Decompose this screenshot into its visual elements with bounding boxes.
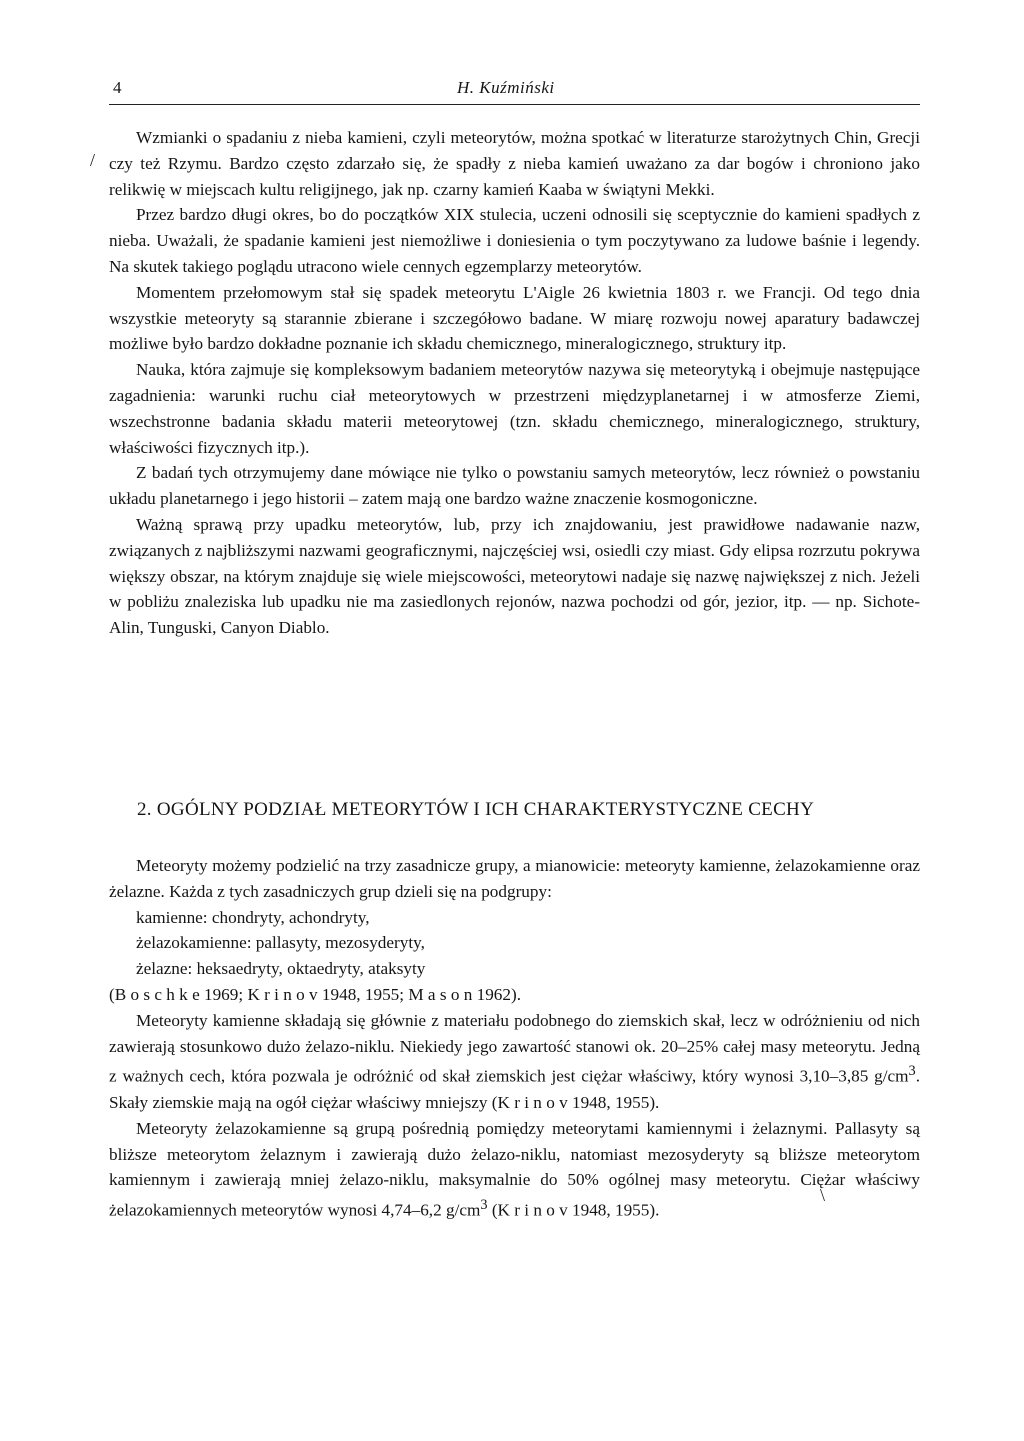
paragraph-stony-iron-end: (K r i n o v 1948, 1955). (487, 1200, 660, 1220)
paragraph-1: Wzmianki o spadaniu z nieba kamieni, czyli meteorytów, można spotkać w literaturze starożytnych Chin, Grecji czy też Rzymu. Bardzo często zdarzało się, że spadły z nieba kamień uważano za dar bogów i chroniono jako relikwię w miejscach kultu religijnego, jak np. czarny kamień Kaaba w świątyni Mekki. (109, 128, 920, 199)
superscript-3: 3 (480, 1197, 488, 1214)
paragraph-6: Ważną sprawą przy upadku meteorytów, lub, przy ich znajdowaniu, jest prawidłowe nadawanie nazw, związanych z najbliższymi nazwami geograficznymi, najczęściej wsi, osiedli czy miast. Gdy elipsa rozrzutu pokrywa większy obszar, na którym znajduje się wiele miejscowości, meteorytowi nadaje się nazwę największej z nich. Jeżeli w pobliżu znaleziska lub upadku nie ma zasiedlonych rejonów, nazwa pochodzi od gór, jezior, itp. — np. Sichote-Alin, Tunguski, Canyon Diablo. (109, 514, 920, 638)
paragraph-4: Nauka, która zajmuje się kompleksowym badaniem meteorytów nazywa się meteorytyką i obejmuje następujące zagadnienia: warunki ruchu ciał meteorytowych w przestrzeni międzyplanetarnej i w atmosferze Ziemi, wszechstronne badania składu materii meteorytowej (tzn. składu chemicznego, mineralogicznego, struktury, właściwości fizycznych itp.). (109, 360, 920, 457)
running-title: H. Kuźmiński (457, 78, 555, 97)
paragraph-2: Przez bardzo długi okres, bo do początków XIX stulecia, uczeni odnosili się sceptycznie do kamieni spadłych z nieba. Uważali, że spadanie kamieni jest niemożliwe i doniesienia o tym poczytywano za ludowe baśnie i legendy. Na skutek takiego poglądu utracono wiele cennych egzemplarzy meteorytów. (109, 205, 920, 276)
group-stony-iron: żelazokamienne: pallasyty, mezosyderyty, (136, 933, 425, 953)
paragraph-5: Z badań tych otrzymujemy dane mówiące nie tylko o powstaniu samych meteorytów, lecz również o powstaniu układu planetarnego i jego historii – zatem mają one bardzo ważne znaczenie kosmogoniczne. (109, 463, 920, 509)
paragraph-3: Momentem przełomowym stał się spadek meteorytu L'Aigle 26 kwietnia 1803 r. we Francji. Od tego dnia wszystkie meteoryty są starannie zbierane i szczegółowo badane. W miarę rozwoju nowej aparatury badawczej możliwe było bardzo dokładne poznanie ich składu chemicznego, mineralogicznego, struktury itp. (109, 282, 920, 354)
header-rule (109, 104, 920, 105)
section-text (109, 853, 920, 1224)
page-number: 4 (113, 78, 122, 97)
running-head (109, 76, 920, 102)
margin-mark-right: \ (820, 1185, 826, 1205)
paragraph-stony-iron-text: Meteoryty żelazokamienne są grupą pośrednią pomiędzy meteorytami kamiennymi i żelaznymi. Pallasyty są bliższe meteorytom żelaznym i zawierają dużo żelazo-niklu, natomiast mezosyderyty są bliższe meteorytom kamiennym i zawierają mniej żelazo-niklu, maksymalnie do 50% ogólnej masy meteorytu. Ciężar właściwy żelazokamiennych meteorytów wynosi 4,74–6,2 g/cm (109, 1118, 920, 1220)
section-intro: Meteoryty możemy podzielić na trzy zasadnicze grupy, a mianowicie: meteoryty kamienne, żelazokamienne oraz żelazne. Każda z tych zasadniczych grup dzieli się na podgrupy: (109, 856, 920, 901)
references-line: (B o s c h k e 1969; K r i n o v 1948, 1955; M a s o n 1962). (109, 984, 521, 1004)
paragraph-stony-end: . Skały ziemskie mają na ogół ciężar właściwy mniejszy (K r i n o v 1948, 1955). (109, 1067, 920, 1112)
group-iron: żelazne: heksaedryty, oktaedryty, ataksyty (136, 959, 426, 979)
paragraph-stony-iron (109, 1116, 920, 1224)
paragraph-stony-text: Meteoryty kamienne składają się głównie z materiału podobnego do ziemskich skał, lecz w odróżnieniu od nich zawierają stosunkowo dużo żelazo-niklu. Niekiedy jego zawartość stanowi ok. 20–25% całej masy meteorytu. Jedną z ważnych cech, która pozwala je odróżnić od skał ziemskich jest ciężar właściwy, który wynosi 3,10–3,85 g/cm (109, 1010, 920, 1087)
paragraph-stony (109, 1008, 920, 1116)
section-heading: 2. OGÓLNY PODZIAŁ METEORYTÓW I ICH CHARAKTERYSTYCZNE CECHY (137, 799, 815, 820)
margin-mark-left: / (90, 150, 96, 170)
group-stony: kamienne: chondryty, achondryty, (136, 907, 370, 927)
superscript-3: 3 (908, 1063, 916, 1080)
main-text (109, 125, 920, 641)
